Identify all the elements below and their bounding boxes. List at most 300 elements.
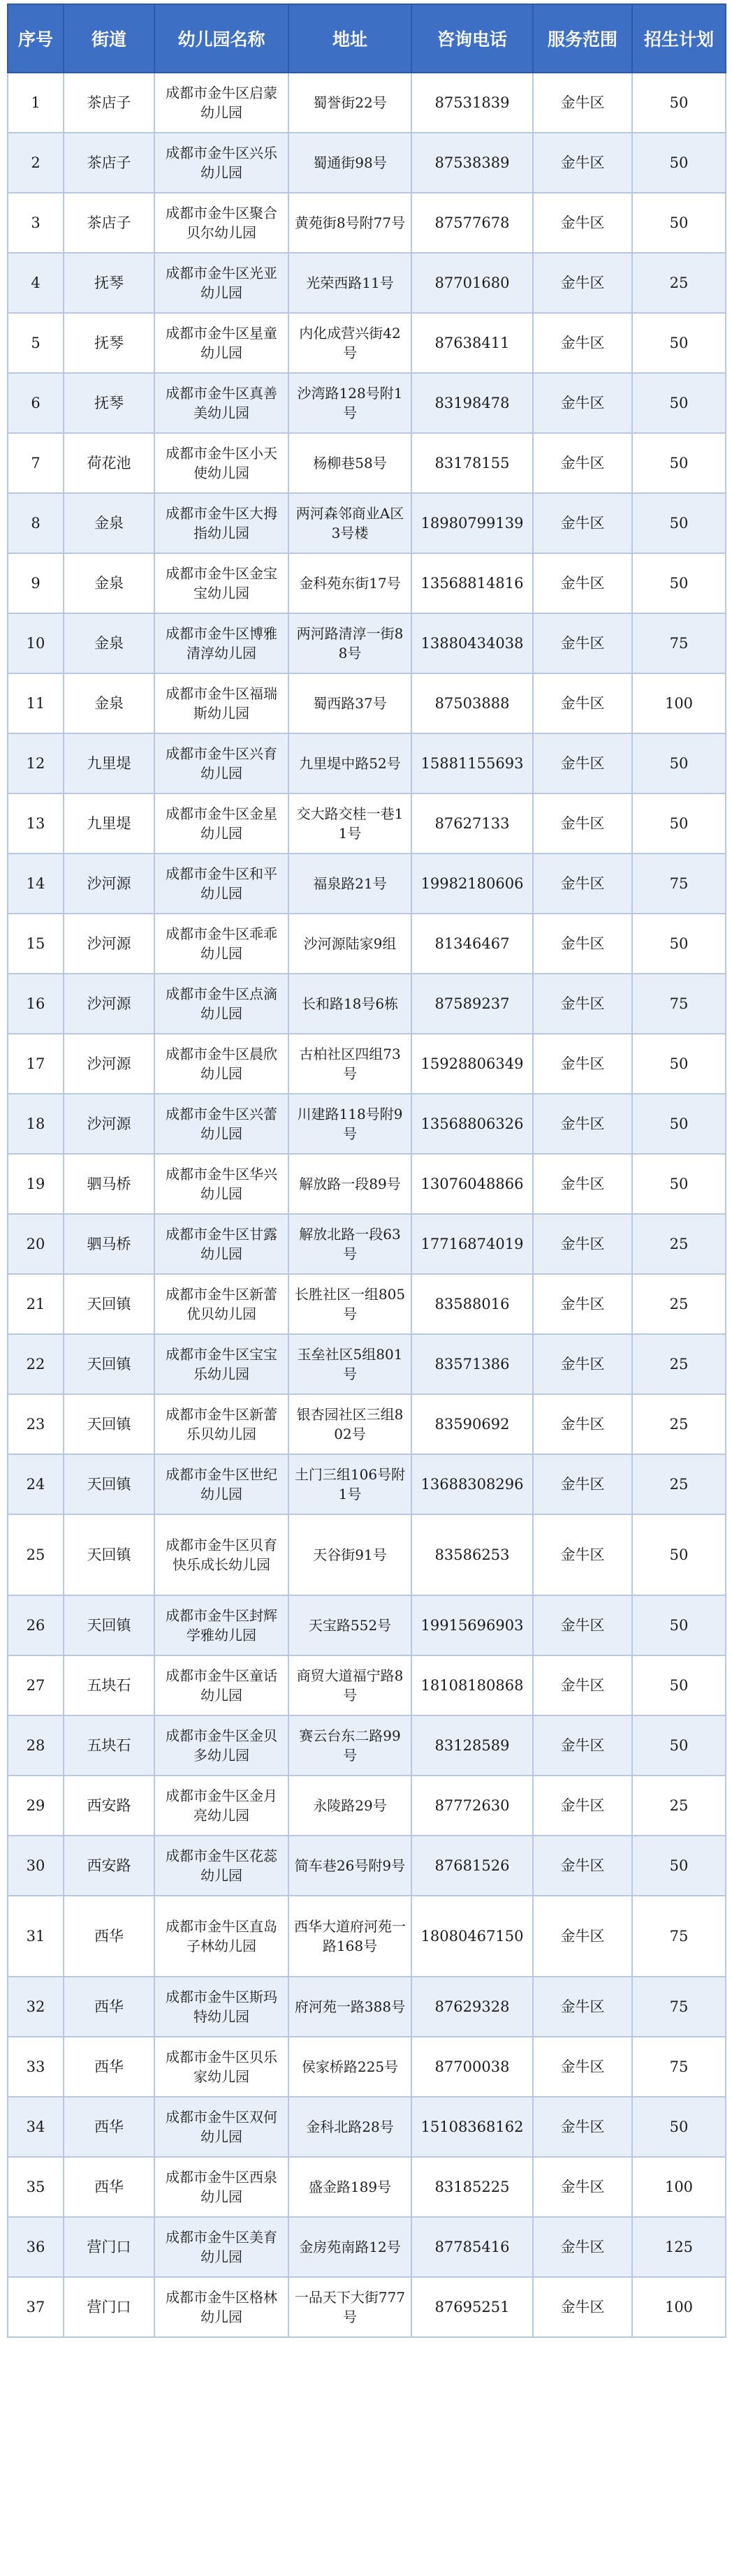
cell-phone: 87701680 bbox=[411, 253, 533, 313]
cell-address: 商贸大道福宁路8号 bbox=[288, 1655, 411, 1715]
cell-no: 36 bbox=[8, 2217, 64, 2277]
cell-street: 西华 bbox=[64, 2037, 154, 2097]
cell-scope: 金牛区 bbox=[533, 253, 632, 313]
cell-plan: 100 bbox=[632, 673, 726, 733]
cell-plan: 50 bbox=[632, 1836, 726, 1896]
cell-address: 内化成营兴街42号 bbox=[288, 313, 411, 373]
cell-no: 2 bbox=[8, 133, 64, 193]
cell-name: 成都市金牛区兴育幼儿园 bbox=[154, 733, 288, 793]
cell-plan: 50 bbox=[632, 1595, 726, 1655]
header-no: 序号 bbox=[8, 4, 64, 73]
cell-street: 五块石 bbox=[64, 1715, 154, 1776]
cell-plan: 75 bbox=[632, 2037, 726, 2097]
cell-phone: 87503888 bbox=[411, 673, 533, 733]
cell-plan: 75 bbox=[632, 854, 726, 914]
table-row bbox=[8, 1034, 726, 1094]
table-row bbox=[8, 854, 726, 914]
table-row bbox=[8, 313, 726, 373]
cell-name: 成都市金牛区金贝多幼儿园 bbox=[154, 1715, 288, 1776]
table-row bbox=[8, 1715, 726, 1776]
cell-no: 4 bbox=[8, 253, 64, 313]
table-row bbox=[8, 974, 726, 1034]
cell-street: 天回镇 bbox=[64, 1595, 154, 1655]
cell-address: 蜀通街98号 bbox=[288, 133, 411, 193]
cell-name: 成都市金牛区金星幼儿园 bbox=[154, 793, 288, 854]
cell-phone: 81346467 bbox=[411, 914, 533, 974]
cell-phone: 87785416 bbox=[411, 2217, 533, 2277]
cell-phone: 17716874019 bbox=[411, 1214, 533, 1274]
cell-phone: 87638411 bbox=[411, 313, 533, 373]
cell-scope: 金牛区 bbox=[533, 2217, 632, 2277]
cell-name: 成都市金牛区博雅清淳幼儿园 bbox=[154, 613, 288, 673]
cell-plan: 50 bbox=[632, 73, 726, 133]
cell-address: 金科北路28号 bbox=[288, 2097, 411, 2157]
table-body bbox=[8, 73, 726, 2337]
cell-name: 成都市金牛区贝育快乐成长幼儿园 bbox=[154, 1514, 288, 1595]
cell-phone: 87627133 bbox=[411, 793, 533, 854]
cell-no: 20 bbox=[8, 1214, 64, 1274]
cell-plan: 25 bbox=[632, 253, 726, 313]
cell-plan: 50 bbox=[632, 313, 726, 373]
table-row bbox=[8, 433, 726, 493]
cell-address: 福泉路21号 bbox=[288, 854, 411, 914]
cell-address: 金科苑东街17号 bbox=[288, 553, 411, 613]
table-row bbox=[8, 193, 726, 253]
cell-address: 长胜社区一组805号 bbox=[288, 1274, 411, 1334]
cell-address: 永陵路29号 bbox=[288, 1776, 411, 1836]
cell-street: 九里堤 bbox=[64, 733, 154, 793]
header-row bbox=[8, 4, 726, 73]
cell-phone: 87538389 bbox=[411, 133, 533, 193]
cell-scope: 金牛区 bbox=[533, 373, 632, 433]
cell-address: 府河苑一路388号 bbox=[288, 1977, 411, 2037]
cell-scope: 金牛区 bbox=[533, 493, 632, 553]
cell-no: 37 bbox=[8, 2277, 64, 2337]
cell-address: 简车巷26号附9号 bbox=[288, 1836, 411, 1896]
cell-street: 天回镇 bbox=[64, 1514, 154, 1595]
cell-address: 金房苑南路12号 bbox=[288, 2217, 411, 2277]
cell-scope: 金牛区 bbox=[533, 1595, 632, 1655]
cell-street: 抚琴 bbox=[64, 313, 154, 373]
header-scope: 服务范围 bbox=[533, 4, 632, 73]
header-address: 地址 bbox=[288, 4, 411, 73]
cell-name: 成都市金牛区星童幼儿园 bbox=[154, 313, 288, 373]
cell-plan: 125 bbox=[632, 2217, 726, 2277]
cell-plan: 25 bbox=[632, 1454, 726, 1514]
cell-no: 9 bbox=[8, 553, 64, 613]
cell-street: 金泉 bbox=[64, 613, 154, 673]
cell-scope: 金牛区 bbox=[533, 2157, 632, 2217]
cell-plan: 50 bbox=[632, 553, 726, 613]
cell-scope: 金牛区 bbox=[533, 1655, 632, 1715]
cell-phone: 87577678 bbox=[411, 193, 533, 253]
cell-name: 成都市金牛区新蕾优贝幼儿园 bbox=[154, 1274, 288, 1334]
cell-scope: 金牛区 bbox=[533, 133, 632, 193]
cell-phone: 87772630 bbox=[411, 1776, 533, 1836]
cell-plan: 50 bbox=[632, 373, 726, 433]
cell-address: 两河路清淳一街88号 bbox=[288, 613, 411, 673]
cell-phone: 83586253 bbox=[411, 1514, 533, 1595]
cell-scope: 金牛区 bbox=[533, 613, 632, 673]
cell-scope: 金牛区 bbox=[533, 2097, 632, 2157]
cell-no: 22 bbox=[8, 1334, 64, 1394]
cell-no: 5 bbox=[8, 313, 64, 373]
cell-plan: 75 bbox=[632, 613, 726, 673]
cell-name: 成都市金牛区贝乐家幼儿园 bbox=[154, 2037, 288, 2097]
cell-name: 成都市金牛区花蕊幼儿园 bbox=[154, 1836, 288, 1896]
cell-phone: 13568814816 bbox=[411, 553, 533, 613]
cell-name: 成都市金牛区甘露幼儿园 bbox=[154, 1214, 288, 1274]
table-row bbox=[8, 553, 726, 613]
cell-name: 成都市金牛区小天使幼儿园 bbox=[154, 433, 288, 493]
cell-phone: 87629328 bbox=[411, 1977, 533, 2037]
cell-address: 蜀誉街22号 bbox=[288, 73, 411, 133]
cell-no: 19 bbox=[8, 1154, 64, 1214]
cell-scope: 金牛区 bbox=[533, 1274, 632, 1334]
cell-phone: 18980799139 bbox=[411, 493, 533, 553]
cell-address: 天谷街91号 bbox=[288, 1514, 411, 1595]
cell-street: 天回镇 bbox=[64, 1394, 154, 1454]
cell-no: 26 bbox=[8, 1595, 64, 1655]
cell-plan: 50 bbox=[632, 1034, 726, 1094]
cell-street: 西华 bbox=[64, 2097, 154, 2157]
cell-plan: 50 bbox=[632, 1514, 726, 1595]
cell-no: 35 bbox=[8, 2157, 64, 2217]
cell-scope: 金牛区 bbox=[533, 1715, 632, 1776]
cell-street: 茶店子 bbox=[64, 133, 154, 193]
cell-name: 成都市金牛区封辉学雅幼儿园 bbox=[154, 1595, 288, 1655]
cell-scope: 金牛区 bbox=[533, 73, 632, 133]
cell-address: 光荣西路11号 bbox=[288, 253, 411, 313]
cell-street: 西华 bbox=[64, 1896, 154, 1977]
cell-street: 金泉 bbox=[64, 553, 154, 613]
table-row bbox=[8, 673, 726, 733]
cell-no: 32 bbox=[8, 1977, 64, 2037]
table-row bbox=[8, 1274, 726, 1334]
table-row bbox=[8, 613, 726, 673]
cell-scope: 金牛区 bbox=[533, 1394, 632, 1454]
cell-phone: 87681526 bbox=[411, 1836, 533, 1896]
cell-name: 成都市金牛区福瑞斯幼儿园 bbox=[154, 673, 288, 733]
cell-name: 成都市金牛区真善美幼儿园 bbox=[154, 373, 288, 433]
table-row bbox=[8, 253, 726, 313]
cell-plan: 25 bbox=[632, 1214, 726, 1274]
cell-phone: 83198478 bbox=[411, 373, 533, 433]
cell-address: 银杏园社区三组802号 bbox=[288, 1394, 411, 1454]
table-row bbox=[8, 1655, 726, 1715]
table-row bbox=[8, 1514, 726, 1595]
table-row bbox=[8, 2277, 726, 2337]
cell-no: 27 bbox=[8, 1655, 64, 1715]
table-row bbox=[8, 1154, 726, 1214]
cell-name: 成都市金牛区乖乖幼儿园 bbox=[154, 914, 288, 974]
cell-no: 25 bbox=[8, 1514, 64, 1595]
cell-no: 8 bbox=[8, 493, 64, 553]
cell-address: 两河森邻商业A区3号楼 bbox=[288, 493, 411, 553]
cell-address: 解放北路一段63号 bbox=[288, 1214, 411, 1274]
cell-name: 成都市金牛区童话幼儿园 bbox=[154, 1655, 288, 1715]
cell-street: 西安路 bbox=[64, 1776, 154, 1836]
cell-street: 驷马桥 bbox=[64, 1214, 154, 1274]
cell-address: 解放路一段89号 bbox=[288, 1154, 411, 1214]
cell-name: 成都市金牛区华兴幼儿园 bbox=[154, 1154, 288, 1214]
header-plan: 招生计划 bbox=[632, 4, 726, 73]
cell-street: 沙河源 bbox=[64, 1034, 154, 1094]
table-row bbox=[8, 1776, 726, 1836]
cell-street: 沙河源 bbox=[64, 854, 154, 914]
cell-street: 抚琴 bbox=[64, 373, 154, 433]
cell-address: 蜀西路37号 bbox=[288, 673, 411, 733]
cell-name: 成都市金牛区世纪幼儿园 bbox=[154, 1454, 288, 1514]
table-row bbox=[8, 133, 726, 193]
cell-address: 玉垒社区5组801号 bbox=[288, 1334, 411, 1394]
cell-scope: 金牛区 bbox=[533, 974, 632, 1034]
cell-plan: 100 bbox=[632, 2277, 726, 2337]
cell-scope: 金牛区 bbox=[533, 1776, 632, 1836]
cell-phone: 83185225 bbox=[411, 2157, 533, 2217]
cell-no: 13 bbox=[8, 793, 64, 854]
cell-phone: 19982180606 bbox=[411, 854, 533, 914]
cell-name: 成都市金牛区直岛子林幼儿园 bbox=[154, 1896, 288, 1977]
table-row bbox=[8, 793, 726, 854]
cell-no: 23 bbox=[8, 1394, 64, 1454]
cell-no: 6 bbox=[8, 373, 64, 433]
cell-scope: 金牛区 bbox=[533, 433, 632, 493]
cell-plan: 25 bbox=[632, 1334, 726, 1394]
cell-no: 28 bbox=[8, 1715, 64, 1776]
cell-plan: 75 bbox=[632, 974, 726, 1034]
cell-phone: 13688308296 bbox=[411, 1454, 533, 1514]
cell-name: 成都市金牛区点滴幼儿园 bbox=[154, 974, 288, 1034]
cell-plan: 50 bbox=[632, 793, 726, 854]
cell-phone: 83588016 bbox=[411, 1274, 533, 1334]
table-row bbox=[8, 733, 726, 793]
cell-street: 金泉 bbox=[64, 493, 154, 553]
cell-plan: 50 bbox=[632, 1655, 726, 1715]
table-row bbox=[8, 2097, 726, 2157]
cell-name: 成都市金牛区启蒙幼儿园 bbox=[154, 73, 288, 133]
table-header bbox=[8, 4, 726, 73]
cell-street: 抚琴 bbox=[64, 253, 154, 313]
cell-scope: 金牛区 bbox=[533, 673, 632, 733]
cell-scope: 金牛区 bbox=[533, 313, 632, 373]
cell-name: 成都市金牛区大拇指幼儿园 bbox=[154, 493, 288, 553]
cell-address: 沙河源陆家9组 bbox=[288, 914, 411, 974]
table-row bbox=[8, 373, 726, 433]
cell-address: 古柏社区四组73号 bbox=[288, 1034, 411, 1094]
cell-name: 成都市金牛区新蕾乐贝幼儿园 bbox=[154, 1394, 288, 1454]
cell-name: 成都市金牛区格林幼儿园 bbox=[154, 2277, 288, 2337]
cell-name: 成都市金牛区西泉幼儿园 bbox=[154, 2157, 288, 2217]
table-row bbox=[8, 493, 726, 553]
cell-phone: 13568806326 bbox=[411, 1094, 533, 1154]
cell-no: 18 bbox=[8, 1094, 64, 1154]
cell-street: 金泉 bbox=[64, 673, 154, 733]
cell-name: 成都市金牛区聚合贝尔幼儿园 bbox=[154, 193, 288, 253]
cell-street: 西华 bbox=[64, 2157, 154, 2217]
cell-name: 成都市金牛区兴蕾幼儿园 bbox=[154, 1094, 288, 1154]
table-row bbox=[8, 2157, 726, 2217]
cell-plan: 50 bbox=[632, 493, 726, 553]
cell-plan: 50 bbox=[632, 193, 726, 253]
cell-street: 天回镇 bbox=[64, 1454, 154, 1514]
cell-no: 3 bbox=[8, 193, 64, 253]
cell-scope: 金牛区 bbox=[533, 1154, 632, 1214]
cell-scope: 金牛区 bbox=[533, 1334, 632, 1394]
cell-no: 21 bbox=[8, 1274, 64, 1334]
cell-scope: 金牛区 bbox=[533, 1454, 632, 1514]
cell-phone: 15928806349 bbox=[411, 1034, 533, 1094]
cell-address: 一品天下大街777号 bbox=[288, 2277, 411, 2337]
table-row bbox=[8, 1836, 726, 1896]
cell-name: 成都市金牛区金月亮幼儿园 bbox=[154, 1776, 288, 1836]
table-row bbox=[8, 1896, 726, 1977]
cell-address: 九里堤中路52号 bbox=[288, 733, 411, 793]
cell-no: 30 bbox=[8, 1836, 64, 1896]
cell-street: 营门口 bbox=[64, 2277, 154, 2337]
cell-plan: 50 bbox=[632, 1715, 726, 1776]
cell-name: 成都市金牛区晨欣幼儿园 bbox=[154, 1034, 288, 1094]
cell-phone: 83590692 bbox=[411, 1394, 533, 1454]
cell-scope: 金牛区 bbox=[533, 1514, 632, 1595]
table-row bbox=[8, 73, 726, 133]
table-row bbox=[8, 1454, 726, 1514]
cell-street: 驷马桥 bbox=[64, 1154, 154, 1214]
cell-address: 盛金路189号 bbox=[288, 2157, 411, 2217]
cell-address: 交大路交桂一巷11号 bbox=[288, 793, 411, 854]
cell-address: 天宝路552号 bbox=[288, 1595, 411, 1655]
cell-address: 赛云台东二路99号 bbox=[288, 1715, 411, 1776]
cell-name: 成都市金牛区斯玛特幼儿园 bbox=[154, 1977, 288, 2037]
cell-scope: 金牛区 bbox=[533, 1034, 632, 1094]
cell-address: 土门三组106号附1号 bbox=[288, 1454, 411, 1514]
cell-street: 九里堤 bbox=[64, 793, 154, 854]
cell-phone: 87700038 bbox=[411, 2037, 533, 2097]
kindergarten-table bbox=[7, 3, 726, 2338]
cell-plan: 50 bbox=[632, 1154, 726, 1214]
cell-phone: 18080467150 bbox=[411, 1896, 533, 1977]
cell-address: 沙湾路128号附1号 bbox=[288, 373, 411, 433]
cell-no: 10 bbox=[8, 613, 64, 673]
cell-scope: 金牛区 bbox=[533, 2037, 632, 2097]
table-row bbox=[8, 1595, 726, 1655]
table-row bbox=[8, 1977, 726, 2037]
cell-no: 7 bbox=[8, 433, 64, 493]
cell-street: 西安路 bbox=[64, 1836, 154, 1896]
cell-no: 11 bbox=[8, 673, 64, 733]
cell-phone: 87589237 bbox=[411, 974, 533, 1034]
cell-street: 沙河源 bbox=[64, 1094, 154, 1154]
cell-phone: 13880434038 bbox=[411, 613, 533, 673]
cell-scope: 金牛区 bbox=[533, 193, 632, 253]
cell-street: 天回镇 bbox=[64, 1274, 154, 1334]
cell-scope: 金牛区 bbox=[533, 1977, 632, 2037]
cell-phone: 15108368162 bbox=[411, 2097, 533, 2157]
cell-phone: 83178155 bbox=[411, 433, 533, 493]
cell-plan: 25 bbox=[632, 1394, 726, 1454]
cell-address: 黄苑街8号附77号 bbox=[288, 193, 411, 253]
table-row bbox=[8, 1214, 726, 1274]
cell-address: 长和路18号6栋 bbox=[288, 974, 411, 1034]
cell-address: 川建路118号附9号 bbox=[288, 1094, 411, 1154]
cell-no: 15 bbox=[8, 914, 64, 974]
cell-address: 杨柳巷58号 bbox=[288, 433, 411, 493]
cell-scope: 金牛区 bbox=[533, 2277, 632, 2337]
cell-scope: 金牛区 bbox=[533, 1094, 632, 1154]
cell-street: 茶店子 bbox=[64, 73, 154, 133]
cell-plan: 50 bbox=[632, 2097, 726, 2157]
cell-no: 1 bbox=[8, 73, 64, 133]
cell-name: 成都市金牛区和平幼儿园 bbox=[154, 854, 288, 914]
cell-no: 17 bbox=[8, 1034, 64, 1094]
cell-street: 沙河源 bbox=[64, 974, 154, 1034]
cell-street: 营门口 bbox=[64, 2217, 154, 2277]
cell-address: 西华大道府河苑一路168号 bbox=[288, 1896, 411, 1977]
header-phone: 咨询电话 bbox=[411, 4, 533, 73]
cell-plan: 50 bbox=[632, 133, 726, 193]
table-row bbox=[8, 1394, 726, 1454]
cell-scope: 金牛区 bbox=[533, 1214, 632, 1274]
cell-phone: 15881155693 bbox=[411, 733, 533, 793]
table-row bbox=[8, 2037, 726, 2097]
cell-street: 荷花池 bbox=[64, 433, 154, 493]
cell-name: 成都市金牛区兴乐幼儿园 bbox=[154, 133, 288, 193]
cell-address: 侯家桥路225号 bbox=[288, 2037, 411, 2097]
table-row bbox=[8, 2217, 726, 2277]
cell-scope: 金牛区 bbox=[533, 854, 632, 914]
cell-street: 茶店子 bbox=[64, 193, 154, 253]
cell-plan: 50 bbox=[632, 733, 726, 793]
cell-street: 天回镇 bbox=[64, 1334, 154, 1394]
cell-phone: 13076048866 bbox=[411, 1154, 533, 1214]
cell-no: 31 bbox=[8, 1896, 64, 1977]
header-street: 街道 bbox=[64, 4, 154, 73]
cell-no: 29 bbox=[8, 1776, 64, 1836]
cell-scope: 金牛区 bbox=[533, 1836, 632, 1896]
cell-scope: 金牛区 bbox=[533, 793, 632, 854]
cell-name: 成都市金牛区美育幼儿园 bbox=[154, 2217, 288, 2277]
cell-plan: 100 bbox=[632, 2157, 726, 2217]
table-row bbox=[8, 914, 726, 974]
cell-plan: 50 bbox=[632, 1094, 726, 1154]
cell-name: 成都市金牛区光亚幼儿园 bbox=[154, 253, 288, 313]
cell-name: 成都市金牛区双何幼儿园 bbox=[154, 2097, 288, 2157]
cell-no: 34 bbox=[8, 2097, 64, 2157]
cell-plan: 50 bbox=[632, 433, 726, 493]
cell-plan: 75 bbox=[632, 1977, 726, 2037]
cell-no: 16 bbox=[8, 974, 64, 1034]
cell-phone: 83128589 bbox=[411, 1715, 533, 1776]
table-row bbox=[8, 1334, 726, 1394]
cell-scope: 金牛区 bbox=[533, 733, 632, 793]
cell-street: 沙河源 bbox=[64, 914, 154, 974]
header-name: 幼儿园名称 bbox=[154, 4, 288, 73]
cell-phone: 83571386 bbox=[411, 1334, 533, 1394]
cell-phone: 87531839 bbox=[411, 73, 533, 133]
cell-plan: 25 bbox=[632, 1776, 726, 1836]
cell-plan: 75 bbox=[632, 1896, 726, 1977]
cell-no: 33 bbox=[8, 2037, 64, 2097]
cell-scope: 金牛区 bbox=[533, 914, 632, 974]
cell-name: 成都市金牛区金宝宝幼儿园 bbox=[154, 553, 288, 613]
cell-street: 西华 bbox=[64, 1977, 154, 2037]
cell-plan: 25 bbox=[632, 1274, 726, 1334]
cell-scope: 金牛区 bbox=[533, 1896, 632, 1977]
cell-phone: 18108180868 bbox=[411, 1655, 533, 1715]
cell-phone: 19915696903 bbox=[411, 1595, 533, 1655]
cell-plan: 50 bbox=[632, 914, 726, 974]
cell-phone: 87695251 bbox=[411, 2277, 533, 2337]
